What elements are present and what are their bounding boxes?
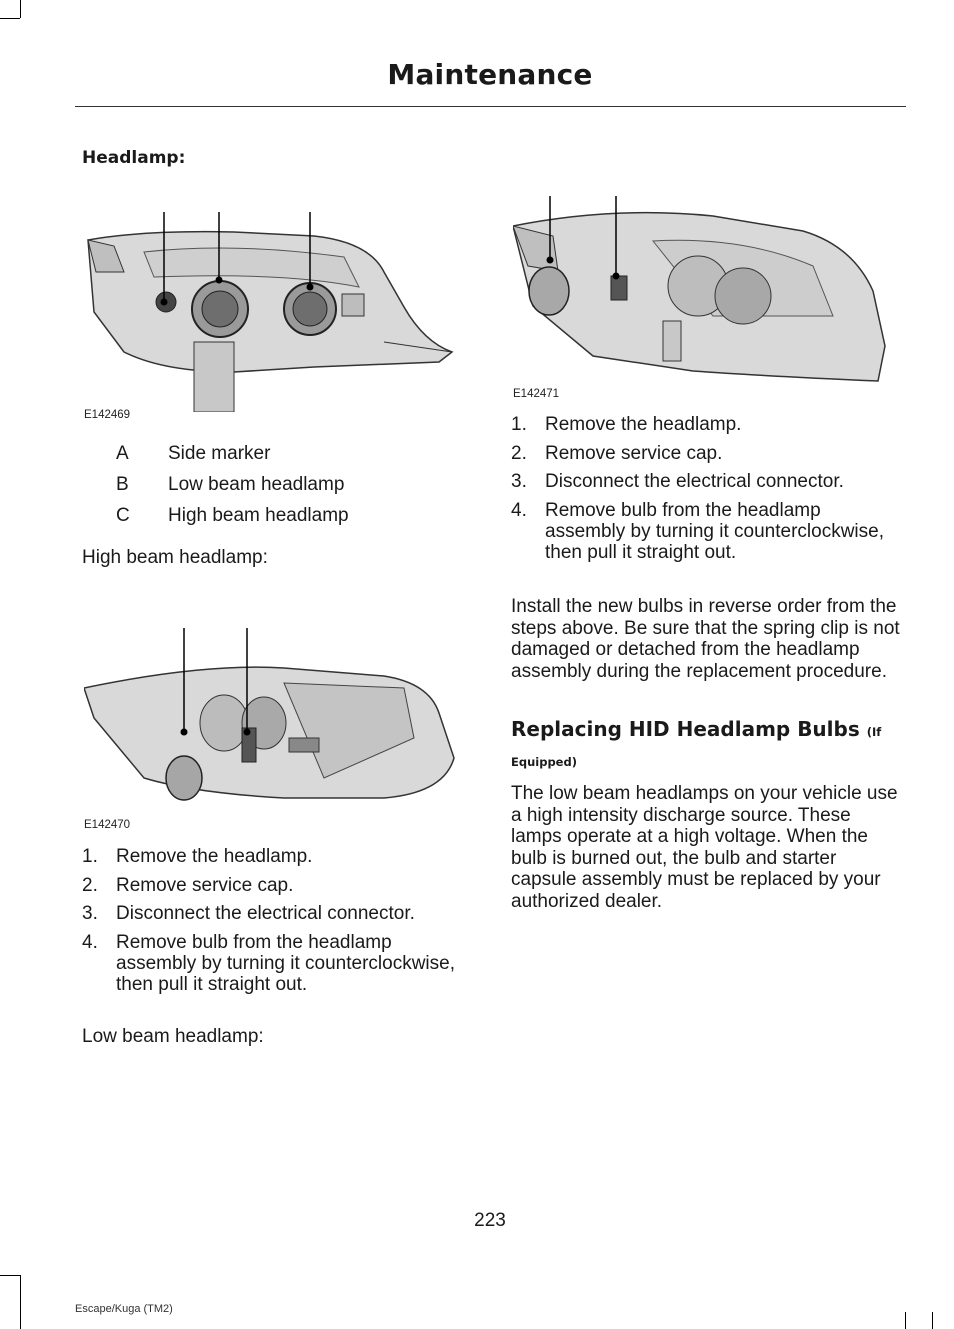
step-text: Remove bulb from the headlamp assembly by turning it counterclockwise, then pull it straight out. [116, 931, 455, 995]
legend-row [82, 443, 462, 474]
step-number: 2. [82, 874, 98, 896]
step-number: 1. [82, 846, 98, 867]
step-number: 2. [511, 442, 527, 464]
crop-mark [20, 0, 21, 18]
hid-body: The low beam headlamps on your vehicle use a high intensity discharge source. These lamps operate at a high voltage. When the bulb is burned out, the bulb and starter capsule assembly must be replaced by your authorized dealer. [511, 783, 898, 912]
legend-row [82, 505, 462, 536]
crop-mark [0, 18, 20, 19]
step-text: Remove the headlamp. [545, 414, 742, 435]
low-beam-bulb-illustration [513, 196, 888, 386]
high-beam-steps [82, 846, 467, 1002]
page-number: 223 [474, 1210, 506, 1231]
figure-legend [82, 443, 462, 536]
legend-label: Side marker [168, 443, 271, 464]
legend-row [82, 474, 462, 505]
legend-letter: B [116, 474, 129, 495]
step-number: 4. [82, 931, 98, 953]
step-number: 4. [511, 499, 527, 521]
headlamp-heading: Headlamp: [82, 148, 186, 168]
step-text: Remove bulb from the headlamp assembly by turning it counterclockwise, then pull it straight out. [545, 499, 884, 563]
crop-mark [932, 1312, 933, 1329]
list-item [511, 500, 903, 563]
headlamp-rear-view-illustration [84, 212, 464, 412]
footer-model: Escape/Kuga (TM2) [75, 1303, 173, 1315]
step-number: 1. [511, 414, 527, 435]
list-item [511, 414, 903, 435]
hid-heading [511, 716, 911, 776]
step-text: Disconnect the electrical connector. [545, 471, 844, 493]
header-divider [75, 106, 906, 107]
step-text: Disconnect the electrical connector. [116, 903, 415, 925]
low-beam-steps [511, 414, 903, 570]
crop-mark [20, 1275, 21, 1329]
list-item [511, 443, 903, 464]
legend-letter: C [116, 505, 130, 526]
step-number: 3. [511, 471, 527, 493]
crop-mark [0, 1275, 20, 1276]
list-item [82, 932, 467, 995]
legend-letter: A [116, 443, 129, 464]
step-number: 3. [82, 903, 98, 925]
hid-heading-note: (If Equipped) [511, 725, 882, 769]
legend-label: High beam headlamp [168, 505, 349, 526]
legend-label: Low beam headlamp [168, 474, 345, 495]
hid-heading-title: Replacing HID Headlamp Bulbs [511, 717, 860, 741]
list-item [82, 903, 467, 924]
figure-code: E142471 [513, 388, 560, 400]
list-item [82, 846, 467, 867]
crop-mark [905, 1312, 906, 1329]
step-text: Remove service cap. [116, 874, 294, 896]
high-beam-bulb-illustration [84, 628, 464, 808]
figure-code: E142469 [84, 409, 131, 421]
step-text: Remove the headlamp. [116, 846, 313, 867]
page-title: Maintenance [387, 58, 593, 91]
list-item [82, 875, 467, 896]
low-beam-intro: Low beam headlamp: [82, 1026, 264, 1047]
list-item [511, 471, 903, 492]
step-text: Remove service cap. [545, 442, 723, 464]
figure-code: E142470 [84, 819, 131, 831]
install-note: Install the new bulbs in reverse order from the steps above. Be sure that the spring clip is not damaged or detached from the headlamp assembly during the replacement procedure. [511, 596, 900, 682]
high-beam-intro: High beam headlamp: [82, 547, 268, 568]
